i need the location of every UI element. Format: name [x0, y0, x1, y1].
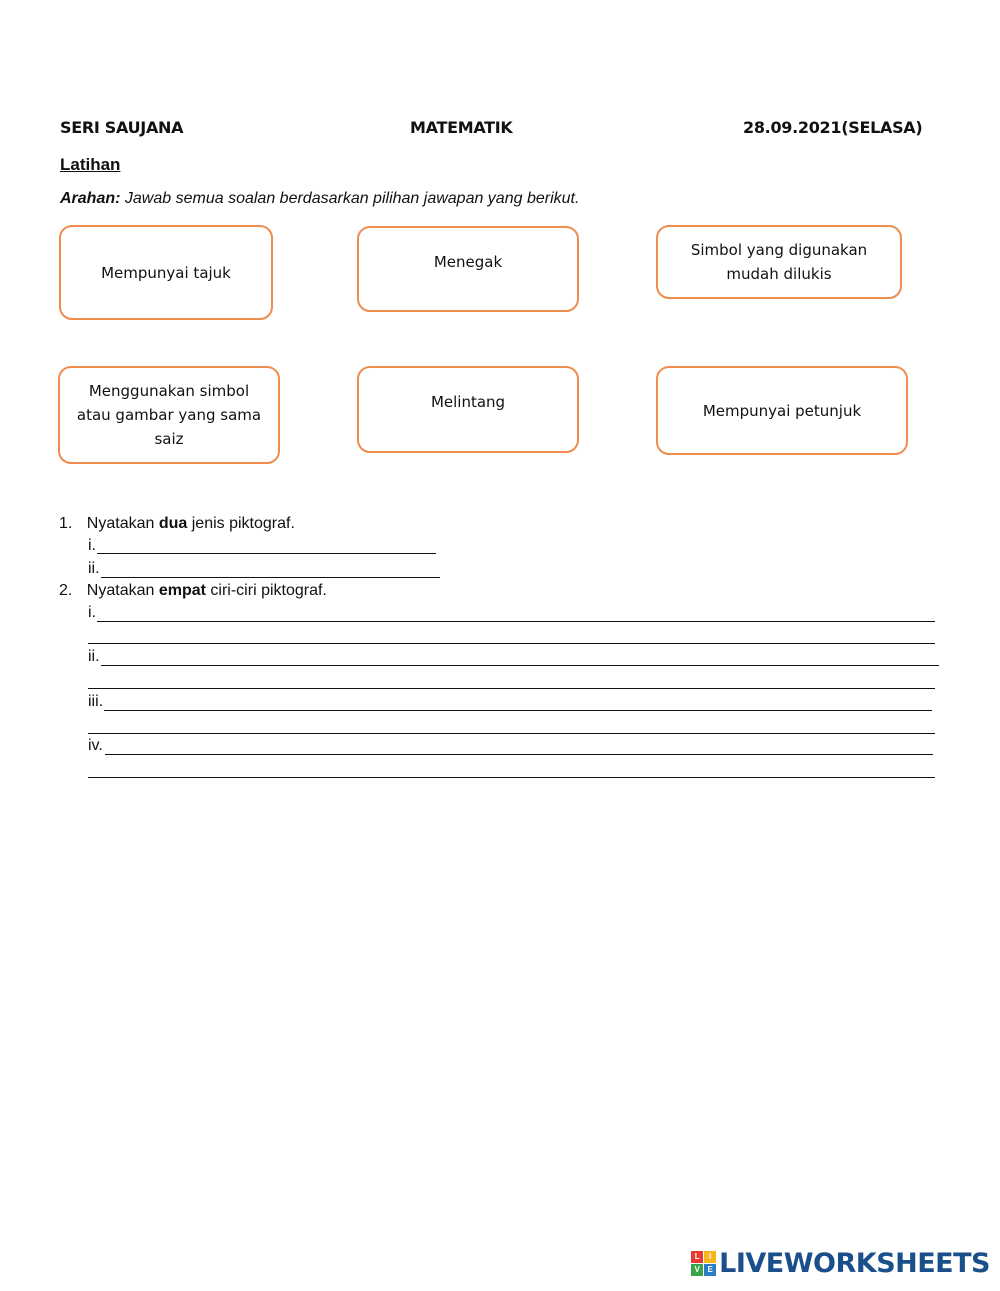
- logo-text: LIVEWORKSHEETS: [719, 1248, 990, 1279]
- instruction: [60, 190, 579, 208]
- liveworksheets-logo[interactable]: [691, 1248, 990, 1279]
- roman-numeral: i.: [88, 537, 96, 554]
- question-1: [59, 513, 295, 535]
- instruction-label: Arahan:: [60, 190, 121, 207]
- subject-title: MATEMATIK: [410, 118, 513, 137]
- option-box[interactable]: Simbol yang digunakan mudah dilukis: [656, 225, 902, 299]
- answer-line[interactable]: [97, 553, 436, 554]
- logo-letter: I: [704, 1251, 716, 1263]
- option-box[interactable]: Menggunakan simbol atau gambar yang sama saiz: [58, 366, 280, 464]
- answer-line[interactable]: [88, 777, 935, 778]
- school-name: SERI SAUJANA: [60, 118, 184, 137]
- question-text: Nyatakan empat ciri-ciri piktograf.: [86, 582, 327, 599]
- answer-line[interactable]: [88, 643, 935, 644]
- roman-numeral: iv.: [88, 737, 103, 754]
- roman-numeral: ii.: [88, 648, 100, 665]
- option-box[interactable]: Melintang: [357, 366, 579, 453]
- option-box[interactable]: Mempunyai tajuk: [59, 225, 273, 320]
- instruction-text: Jawab semua soalan berdasarkan pilihan jawapan yang berikut.: [124, 190, 580, 207]
- answer-line[interactable]: [88, 688, 935, 689]
- logo-letter: V: [691, 1264, 703, 1276]
- question-2: [59, 580, 327, 602]
- roman-numeral: iii.: [88, 693, 104, 710]
- answer-line[interactable]: [88, 733, 935, 734]
- answer-line[interactable]: [104, 710, 932, 711]
- answer-line[interactable]: [105, 754, 933, 755]
- question-text: Nyatakan dua jenis piktograf.: [86, 515, 295, 532]
- answer-line[interactable]: [101, 577, 440, 578]
- question-number: 1.: [59, 515, 73, 532]
- roman-numeral: i.: [88, 604, 96, 621]
- question-number: 2.: [59, 582, 73, 599]
- answer-line[interactable]: [97, 621, 935, 622]
- date-label: 28.09.2021(SELASA): [743, 118, 923, 137]
- liveworksheets-icon: [691, 1251, 716, 1276]
- roman-numeral: ii.: [88, 560, 100, 577]
- logo-letter: L: [691, 1251, 703, 1263]
- answer-line[interactable]: [101, 665, 939, 666]
- option-box[interactable]: Mempunyai petunjuk: [656, 366, 908, 455]
- option-box[interactable]: Menegak: [357, 226, 579, 312]
- logo-letter: E: [704, 1264, 716, 1276]
- section-title: Latihan: [60, 155, 121, 174]
